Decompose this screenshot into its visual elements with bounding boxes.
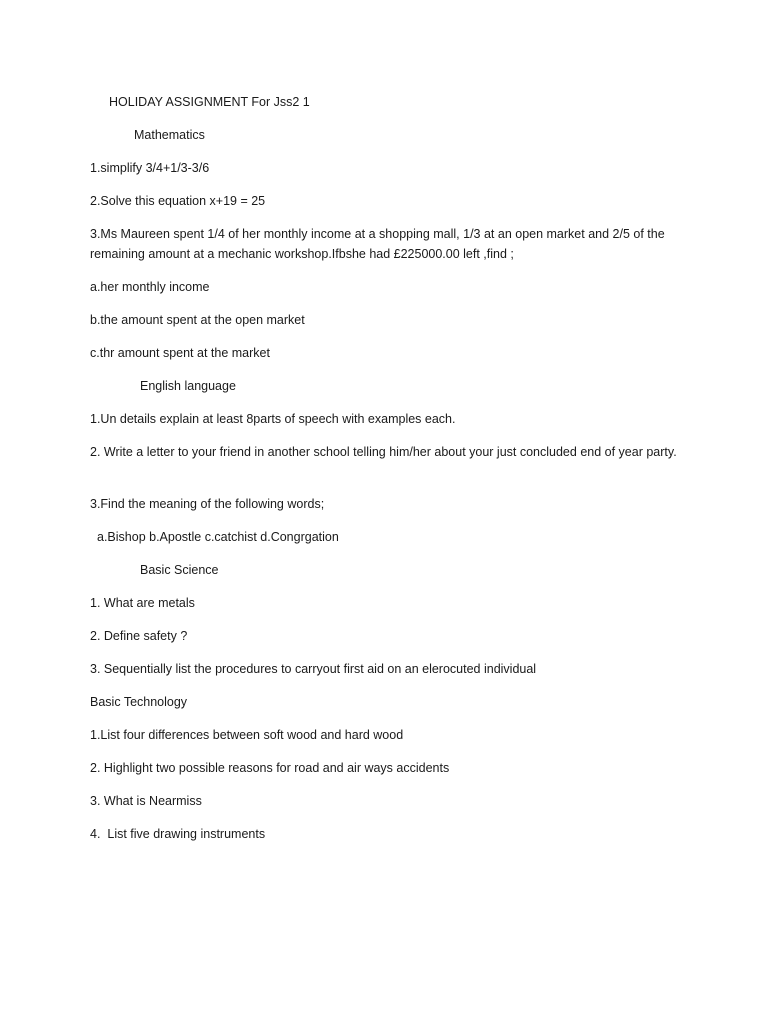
math-question-3c: c.thr amount spent at the market bbox=[90, 346, 270, 360]
section-heading-basic-science: Basic Science bbox=[140, 563, 219, 577]
technology-question-3: 3. What is Nearmiss bbox=[90, 794, 202, 808]
math-question-3: 3.Ms Maureen spent 1/4 of her monthly income at a shopping mall, 1/3 at an open market and 2/5 of the remaining amount at a mechanic workshop.Ifbshe had £225000.00 left ,find ; bbox=[90, 227, 665, 261]
technology-question-1: 1.List four differences between soft wood and hard wood bbox=[90, 728, 404, 742]
science-question-2: 2. Define safety ? bbox=[90, 629, 188, 643]
science-question-1: 1. What are metals bbox=[90, 596, 195, 610]
technology-question-4: 4. List five drawing instruments bbox=[90, 827, 266, 841]
english-question-3-words: a.Bishop b.Apostle c.catchist d.Congrgation bbox=[97, 530, 339, 544]
technology-question-2: 2. Highlight two possible reasons for road and air ways accidents bbox=[90, 761, 450, 775]
math-question-2: 2.Solve this equation x+19 = 25 bbox=[90, 194, 266, 208]
section-heading-mathematics: Mathematics bbox=[134, 128, 205, 142]
math-question-3b: b.the amount spent at the open market bbox=[90, 313, 305, 327]
english-question-2: 2. Write a letter to your friend in another school telling him/her about your just concluded end of year party. bbox=[90, 445, 677, 459]
section-heading-english: English language bbox=[140, 379, 236, 393]
math-question-1: 1.simplify 3/4+1/3-3/6 bbox=[90, 161, 210, 175]
english-question-1: 1.Un details explain at least 8parts of speech with examples each. bbox=[90, 412, 456, 426]
section-heading-basic-technology: Basic Technology bbox=[90, 695, 188, 709]
math-question-3a: a.her monthly income bbox=[90, 280, 210, 294]
english-question-3: 3.Find the meaning of the following words; bbox=[90, 497, 325, 511]
document-title: HOLIDAY ASSIGNMENT For Jss2 1 bbox=[109, 95, 310, 109]
science-question-3: 3. Sequentially list the procedures to carryout first aid on an elerocuted individual bbox=[90, 662, 537, 676]
